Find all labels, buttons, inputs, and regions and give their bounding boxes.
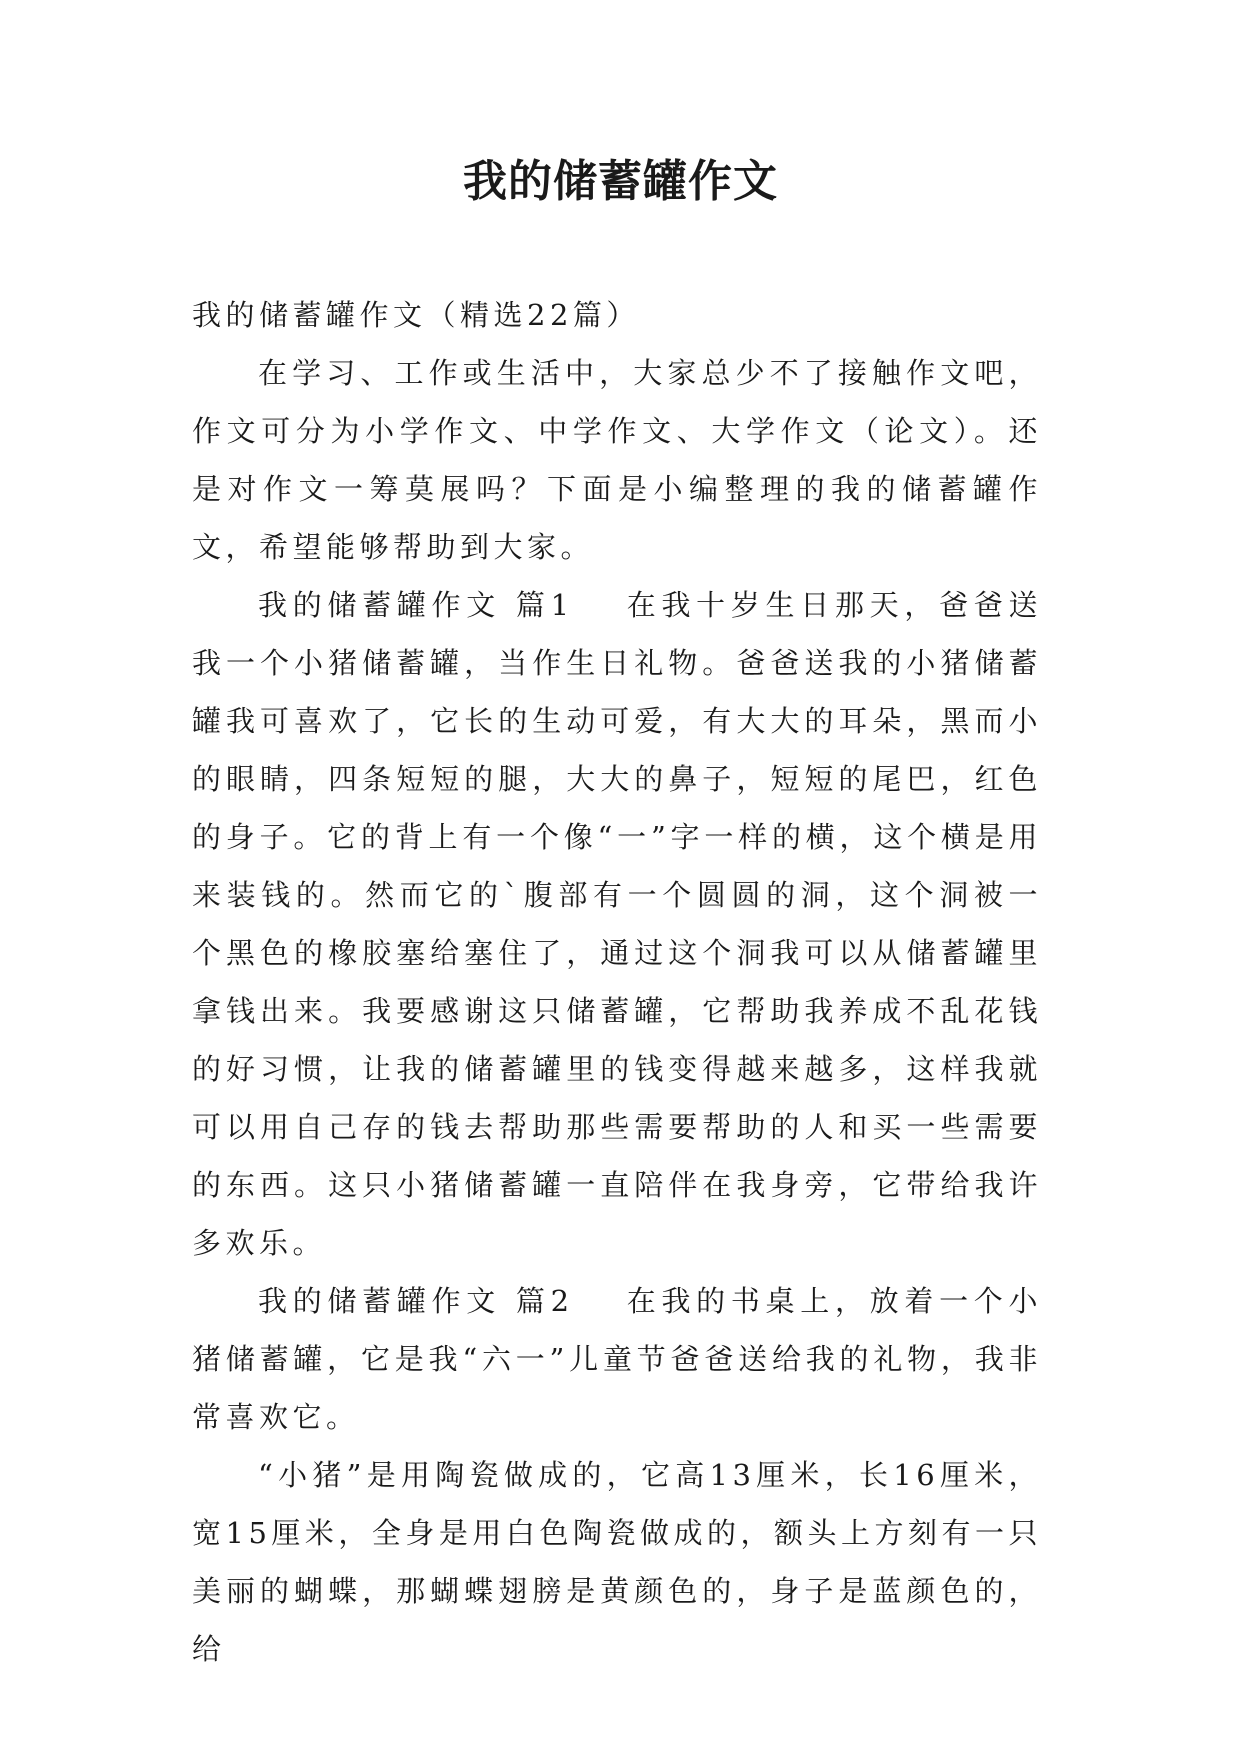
essay-1-text: 在我十岁生日那天，爸爸送我一个小猪储蓄罐，当作生日礼物。爸爸送我的小猪储蓄罐我可喜欢了，它长的生动可爱，有大大的耳朵，黑而小的眼睛，四条短短的腿，大大的鼻子，短短的尾巴，红色的身子。它的背上有一个像“一”字一样的横，这个横是用来装钱的。然而它的`腹部有一个圆圆的洞，这个洞被一个黑色的橡胶塞给塞住了，通过这个洞我可以从储蓄罐里拿钱出来。我要感谢这只储蓄罐，它帮助我养成不乱花钱的好习惯，让我的储蓄罐里的钱变得越来越多，这样我就可以用自己存的钱去帮助那些需要帮助的人和买一些需要的东西。这只小猪储蓄罐一直陪伴在我身旁，它带给我许多欢乐。 bbox=[192, 588, 1042, 1260]
document-title: 我的储蓄罐作文 bbox=[463, 156, 778, 207]
essay-1-paragraph bbox=[192, 576, 1042, 1272]
essay-2-text: 在我的书桌上，放着一个小猪储蓄罐，它是我“六一”儿童节爸爸送给我的礼物，我非常喜欢它。 bbox=[192, 1284, 1042, 1434]
document-body bbox=[192, 286, 1042, 1678]
intro-paragraph: 在学习、工作或生活中，大家总少不了接触作文吧，作文可分为小学作文、中学作文、大学作文（论文）。还是对作文一筹莫展吗？下面是小编整理的我的储蓄罐作文，希望能够帮助到大家。 bbox=[192, 356, 1042, 564]
essay-2-heading: 我的储蓄罐作文 篇2 bbox=[258, 1284, 574, 1318]
essay-1-heading: 我的储蓄罐作文 篇1 bbox=[258, 588, 574, 622]
essay-2-paragraph-2: “小猪”是用陶瓷做成的，它高13厘米，长16厘米，宽15厘米，全身是用白色陶瓷做成的，额头上方刻有一只美丽的蝴蝶，那蝴蝶翅膀是黄颜色的，身子是蓝颜色的，给 bbox=[192, 1458, 1042, 1666]
essay-2-paragraph bbox=[192, 1272, 1042, 1446]
document-subtitle: 我的储蓄罐作文（精选22篇） bbox=[192, 298, 640, 332]
